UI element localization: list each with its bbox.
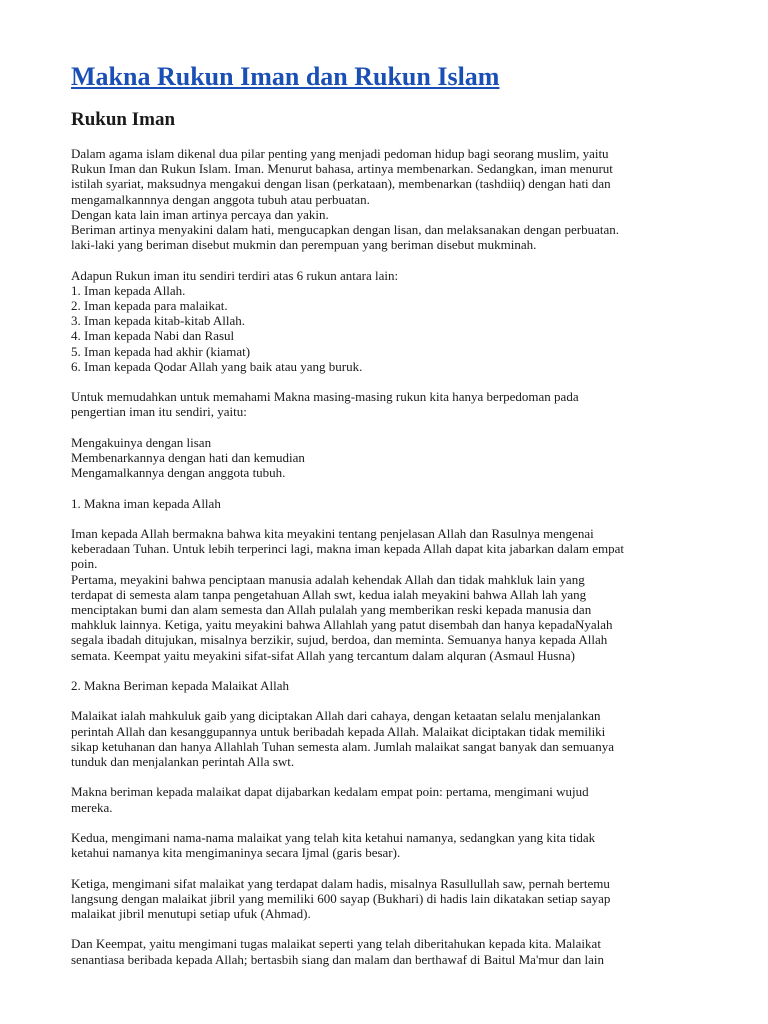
paragraph-heading-malaikat: 2. Makna Beriman kepada Malaikat Allah <box>71 678 290 694</box>
document-page <box>71 60 721 982</box>
document-title[interactable]: Makna Rukun Iman dan Rukun Islam <box>71 62 500 91</box>
section-heading: Rukun Iman <box>71 109 176 130</box>
paragraph-malaikat-second: Kedua, mengimani nama-nama malaikat yang telah kita ketahui namanya, sedangkan yang kita tidak ketahui namanya kita mengimaninya secara Ijmal (garis besar). <box>71 830 596 861</box>
paragraph-heading-allah: 1. Makna iman kepada Allah <box>71 495 221 511</box>
paragraph-rukun-list: Adapun Rukun iman itu sendiri terdiri atas 6 rukun antara lain: 1. Iman kepada Allah. 2. Iman kepada para malaikat. 3. Iman kepada kitab-kitab Allah. 4. Iman kepada Nabi dan Rasul 5. Iman kepada had akhir (kiamat) 6. Iman kepada Qodar Allah yang baik atau yang buruk. <box>71 267 399 374</box>
paragraph-malaikat-third: Ketiga, mengimani sifat malaikat yang terdapat dalam hadis, misalnya Rasullullah saw, pernah bertemu langsung dengan malaikat jibril yang memiliki 600 sayap (Bukhari) di hadis lain dikatakan setiap sayap malaikat jibril menutupi setiap ufuk (Ahmad). <box>71 875 611 921</box>
paragraph-malaikat-first: Makna beriman kepada malaikat dapat dijabarkan kedalam empat poin: pertama, mengimani wujud mereka. <box>71 784 589 815</box>
paragraph-iman-allah: Iman kepada Allah bermakna bahwa kita meyakini tentang penjelasan Allah dan Rasulnya mengenai keberadaan Tuhan. Untuk lebih terperinci lagi, makna iman kepada Allah dapat kita jabarkan dalam empat poin. Pertama, meyakini bahwa penciptaan manusia adalah kehendak Allah dan tidak mahkluk lain yang terdapat di semesta alam tanpa pengetahuan Allah swt, kedua ialah meyakini bahwa Allah lah yang menciptakan bumi dan alam semesta dan Allah pulalah yang memberikan reski kepada manusia dan mahkluk lainnya. Ketiga, yaitu meyakini bahwa Allahlah yang patut disembah dan hanya kepadaNyalah segala ibadah ditujukan, misalnya berzikir, sujud, berdoa, dan meminta. Semuanya hanya kepada Allah semata. Keempat yaitu meyakini sifat-sifat Allah yang tercantum dalam alquran (Asmaul Husna) <box>71 526 625 663</box>
paragraph-malaikat-fourth: Dan Keempat, yaitu mengimani tugas malaikat seperti yang telah diberitahukan kepada kita. Malaikat senantiasa beribada kepada Allah; bertasbih siang dan malam dan berthawaf di Baitul Ma'mur dan lain <box>71 936 604 967</box>
paragraph-understanding: Untuk memudahkan untuk memahami Makna masing-masing rukun kita hanya berpedoman pada pengertian iman itu sendiri, yaitu: <box>71 389 579 420</box>
paragraph-intro: Dalam agama islam dikenal dua pilar penting yang menjadi pedoman hidup bagi seorang muslim, yaitu Rukun Iman dan Rukun Islam. Iman. Menurut bahasa, artinya membenarkan. Sedangkan, iman menurut istilah syariat, maksudnya mengakui dengan lisan (perkataan), membenarkan (tashdiiq) dengan hati dan mengamalkannnya dengan anggota tubuh atau perbuatan. Dengan kata lain iman artinya percaya dan yakin. Beriman artinya menyakini dalam hati, mengucapkan dengan lisan, dan melaksanakan dengan perbuatan. laki-laki yang beriman disebut mukmin dan perempuan yang beriman disebut mukminah. <box>71 146 619 253</box>
paragraph-three-aspects: Mengakuinya dengan lisan Membenarkannya dengan hati dan kemudian Mengamalkannya dengan anggota tubuh. <box>71 434 305 481</box>
paragraph-malaikat-definition: Malaikat ialah mahkuluk gaib yang diciptakan Allah dari cahaya, dengan ketaatan selalu menjalankan perintah Allah dan kesanggupannya untuk beribadah kepada Allah. Malaikat diciptakan tidak memiliki sikap ketuhanan dan hanya Allahlah Tuhan semesta alam. Jumlah malaikat sangat banyak dan semuanya tunduk dan menjalankan perintah Alla swt. <box>71 708 614 770</box>
